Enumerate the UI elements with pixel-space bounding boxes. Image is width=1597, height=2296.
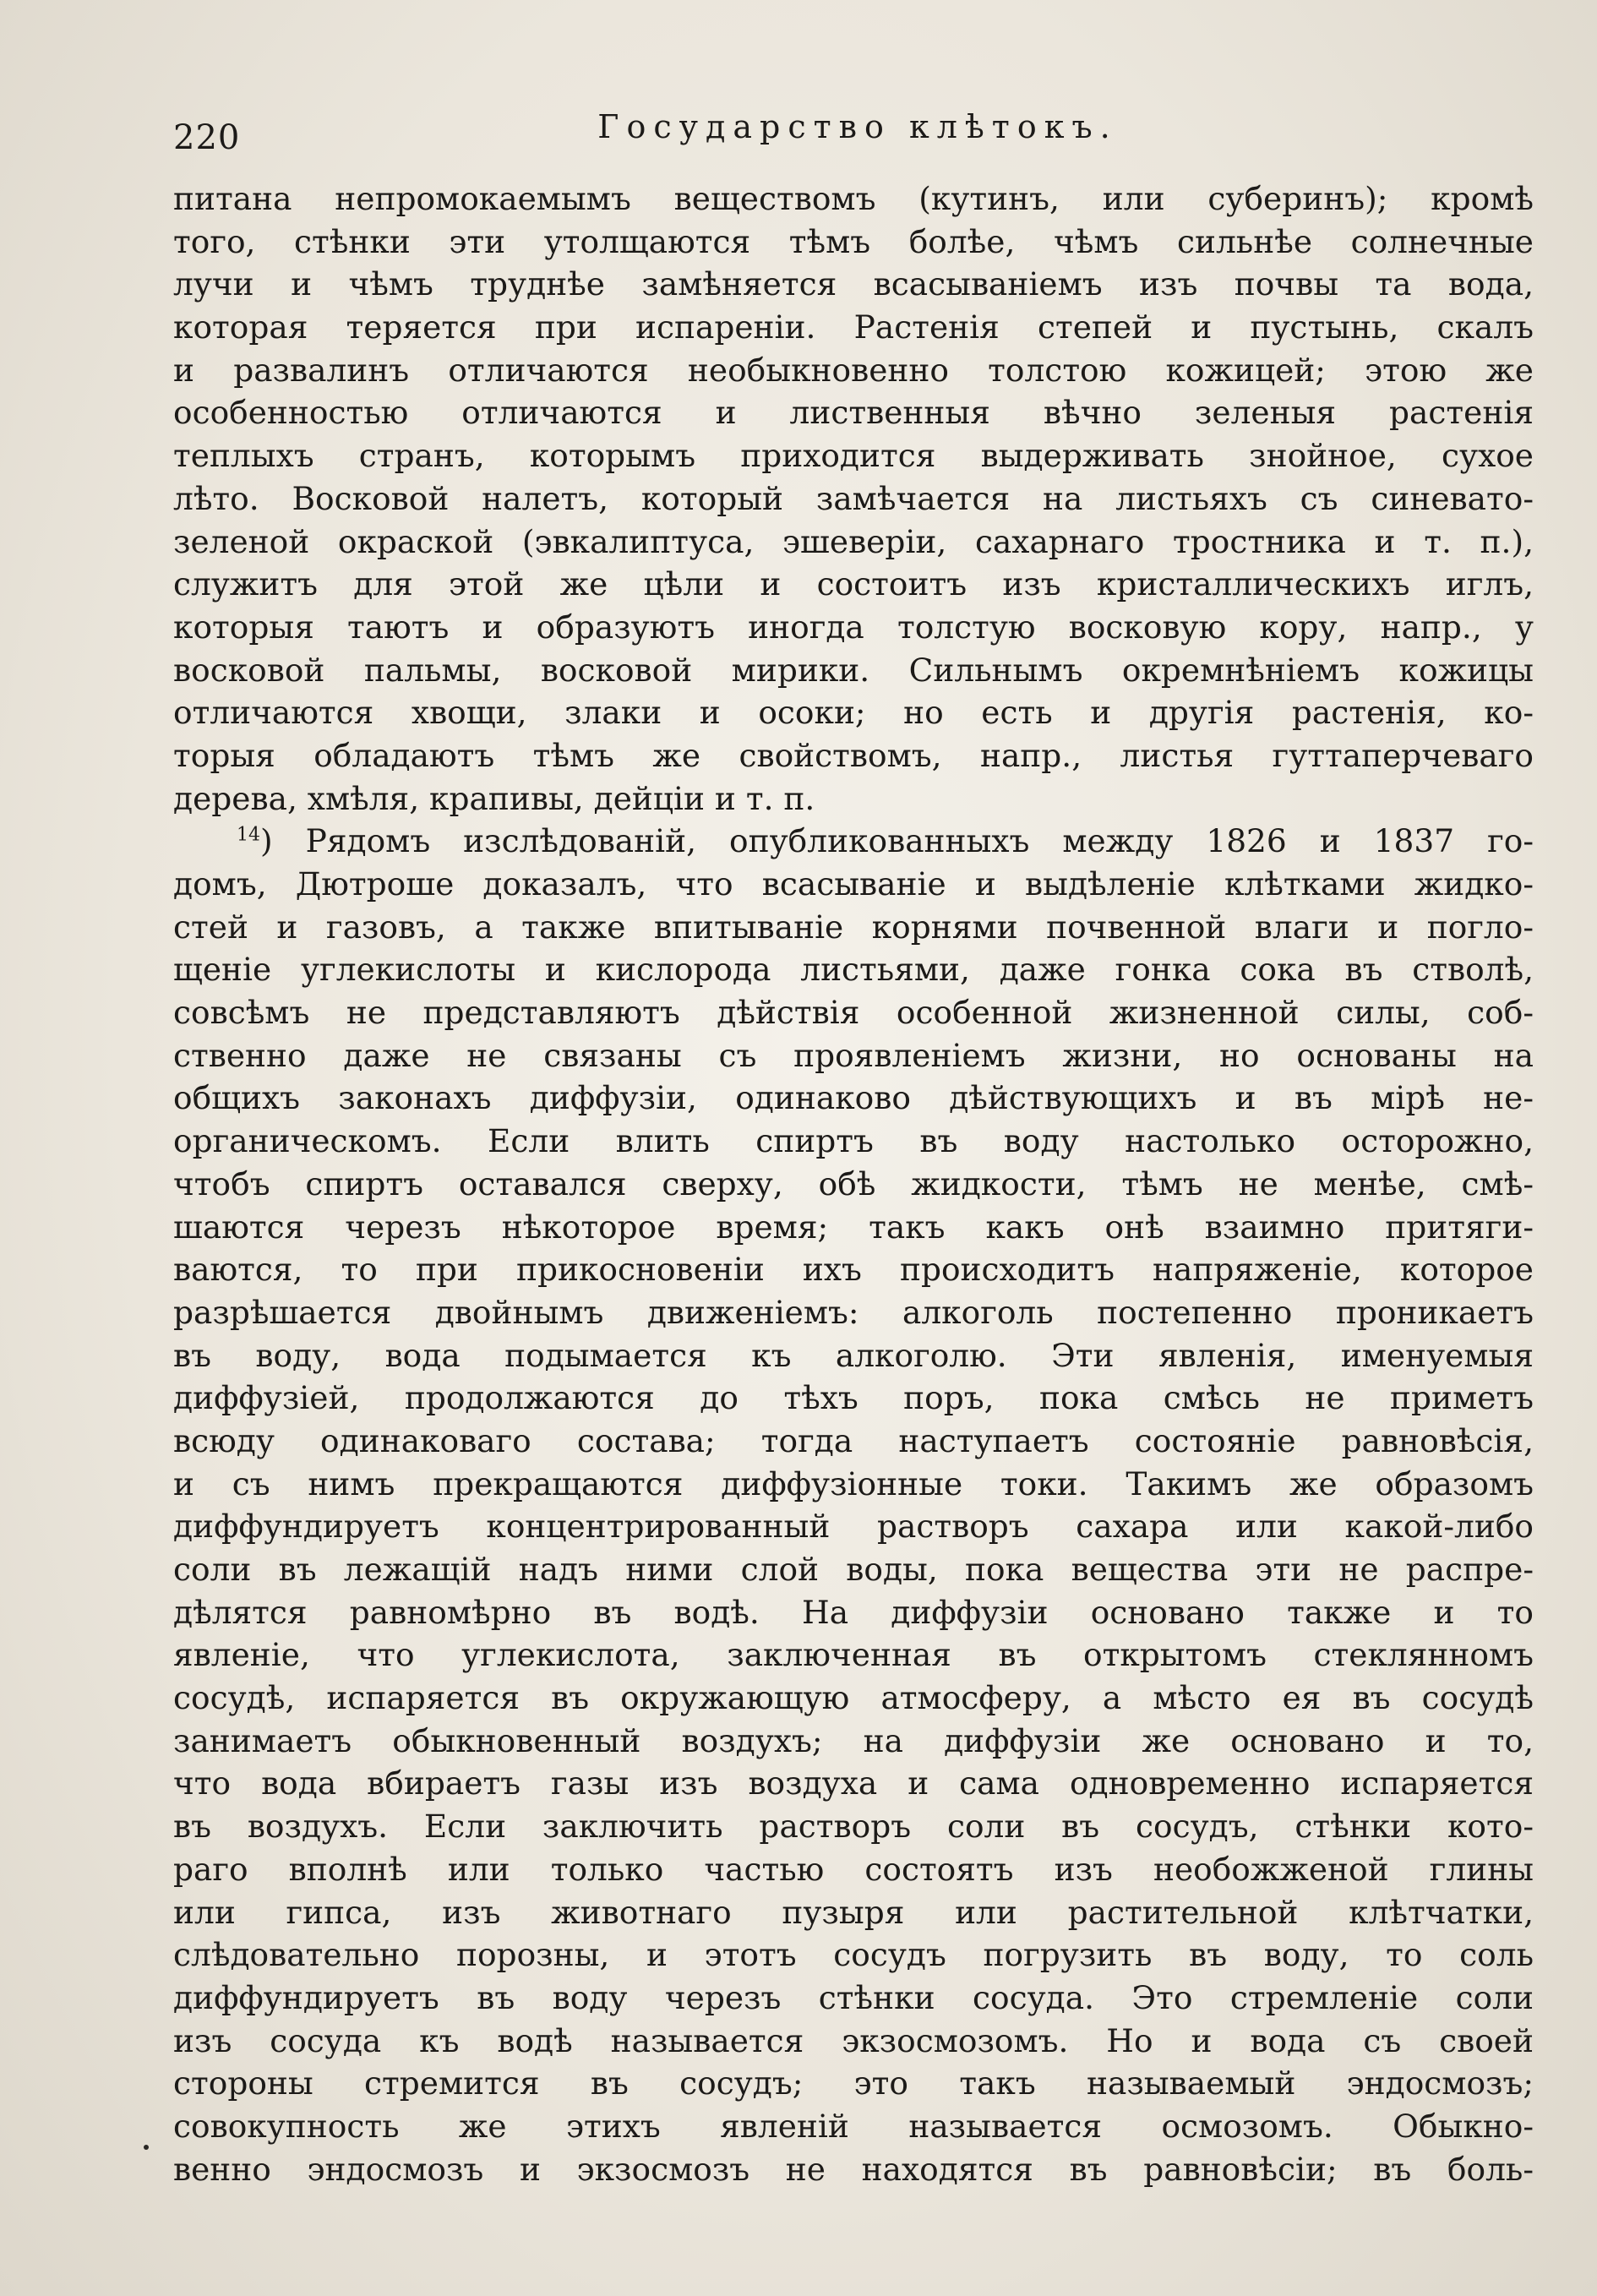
text-line: сосудѣ, испаряется въ окружающую атмосферу, а мѣсто ея въ сосудѣ	[173, 1679, 1534, 1717]
text-line: явленіе, что углекислота, заключенная въ открытомъ стеклянномъ	[173, 1636, 1534, 1674]
body-text	[173, 177, 1534, 2190]
footnote-marker: 14	[237, 824, 260, 846]
text-line: теплыхъ странъ, которымъ приходится выдерживать знойное, сухое	[173, 437, 1534, 475]
running-head	[173, 108, 1542, 159]
text-line: диффузіей, продолжаются до тѣхъ поръ, пока смѣсь не приметъ	[173, 1379, 1534, 1417]
footnote-text-start: ) Рядомъ изслѣдованій, опубликованныхъ между 1826 и 1837 го-	[260, 822, 1534, 860]
text-line: всюду одинаковаго состава; тогда наступаетъ состояніе равновѣсія,	[173, 1421, 1534, 1459]
footnote-paragraph	[173, 820, 1534, 2190]
ink-speck	[144, 2145, 149, 2150]
text-line: диффундируетъ въ воду черезъ стѣнки сосуда. Это стремленіе соли	[173, 1978, 1534, 2016]
text-line: изъ сосуда къ водѣ называется экзосмозомъ. Но и вода съ своей	[173, 2021, 1534, 2059]
paragraph-continuation	[173, 177, 1534, 820]
text-line: раго вполнѣ или только частью состоятъ изъ необожженой глины	[173, 1850, 1534, 1888]
text-line: венно эндосмозъ и экзосмозъ не находятся въ равновѣсіи; въ боль-	[173, 2150, 1534, 2188]
text-line: зеленой окраской (эвкалиптуса, эшеверіи, сахарнаго тростника и т. п.),	[173, 522, 1534, 560]
text-line: дерева, хмѣля, крапивы, дейціи и т. п.	[173, 779, 815, 817]
text-line: слѣдовательно порозны, и этотъ сосудъ погрузить въ воду, то соль	[173, 1936, 1534, 1974]
page-number: 220	[173, 118, 241, 157]
text-line: или гипса, изъ животнаго пузыря или растительной клѣтчатки,	[173, 1893, 1534, 1931]
text-line: разрѣшается двойнымъ движеніемъ: алкоголь постепенно проникаетъ	[173, 1293, 1534, 1331]
text-line: которыя таютъ и образуютъ иногда толстую восковую кору, напр., у	[173, 608, 1534, 646]
text-line: восковой пальмы, восковой мирики. Сильнымъ окремнѣніемъ кожицы	[173, 651, 1534, 689]
text-line: чтобъ спиртъ оставался сверху, обѣ жидкости, тѣмъ не менѣе, смѣ-	[173, 1164, 1534, 1203]
text-line: диффундируетъ концентрированный растворъ сахара или какой-либо	[173, 1508, 1534, 1546]
text-line: особенностью отличаются и лиственныя вѣчно зеленыя растенія	[173, 394, 1534, 432]
text-line: соли въ лежащій надъ ними слой воды, пока вещества эти не распре-	[173, 1551, 1534, 1588]
text-line: того, стѣнки эти утолщаются тѣмъ болѣе, чѣмъ сильнѣе солнечные	[173, 222, 1534, 260]
text-line: ваются, то при прикосновеніи ихъ происходитъ напряженіе, которое	[173, 1251, 1534, 1289]
text-line: щеніе углекислоты и кислорода листьями, даже гонка сока въ стволѣ,	[173, 951, 1534, 989]
text-line: домъ, Дютроше доказалъ, что всасываніе и выдѣленіе клѣтками жидко-	[173, 865, 1534, 903]
text-line: въ воду, вода подымается къ алкоголю. Эти явленія, именуемыя	[173, 1336, 1534, 1374]
text-line: дѣлятся равномѣрно въ водѣ. На диффузіи основано также и то	[173, 1593, 1534, 1631]
text-line: стороны стремится въ сосудъ; это такъ называемый эндосмозъ;	[173, 2064, 1534, 2102]
text-line: ственно даже не связаны съ проявленіемъ жизни, но основаны на	[173, 1036, 1534, 1074]
text-line: лучи и чѣмъ труднѣе замѣняется всасываніемъ изъ почвы та вода,	[173, 265, 1534, 303]
text-line: лѣто. Восковой налетъ, который замѣчается на листьяхъ съ синевато-	[173, 479, 1534, 517]
text-line: питана непромокаемымъ веществомъ (кутинъ, или суберинъ); кромѣ	[173, 180, 1534, 217]
text-line: шаются черезъ нѣкоторое время; такъ какъ онѣ взаимно притяги-	[173, 1208, 1534, 1246]
text-line: стей и газовъ, а также впитываніе корнями почвенной влаги и погло-	[173, 908, 1534, 946]
text-line: и развалинъ отличаются необыкновенно толстою кожицей; этою же	[173, 351, 1534, 389]
text-line: въ воздухъ. Если заключить растворъ соли въ сосудъ, стѣнки кото-	[173, 1808, 1534, 1846]
text-line: торыя обладаютъ тѣмъ же свойствомъ, напр., листья гуттаперчеваго	[173, 736, 1534, 774]
running-title: Государство клѣтокъ.	[597, 108, 1118, 145]
text-line: общихъ законахъ диффузіи, одинаково дѣйствующихъ и въ мірѣ не-	[173, 1079, 1534, 1117]
text-line: занимаетъ обыкновенный воздухъ; на диффузіи же основано и то,	[173, 1721, 1534, 1759]
text-line: органическомъ. Если влить спиртъ въ воду настолько осторожно,	[173, 1122, 1534, 1160]
text-line: совокупность же этихъ явленій называется осмозомъ. Обыкно-	[173, 2107, 1534, 2145]
text-line: совсѣмъ не представляютъ дѣйствія особенной жизненной силы, соб-	[173, 994, 1534, 1032]
text-line: что вода вбираетъ газы изъ воздуха и сама одновременно испаряется	[173, 1764, 1534, 1802]
text-line: которая теряется при испареніи. Растенія степей и пустынь, скалъ	[173, 308, 1534, 346]
text-line	[173, 820, 1534, 863]
text-line: отличаются хвощи, злаки и осоки; но есть и другія растенія, ко-	[173, 694, 1534, 732]
text-line: служитъ для этой же цѣли и состоитъ изъ кристаллическихъ иглъ,	[173, 565, 1534, 603]
text-line: и съ нимъ прекращаются диффузіонные токи. Такимъ же образомъ	[173, 1464, 1534, 1502]
